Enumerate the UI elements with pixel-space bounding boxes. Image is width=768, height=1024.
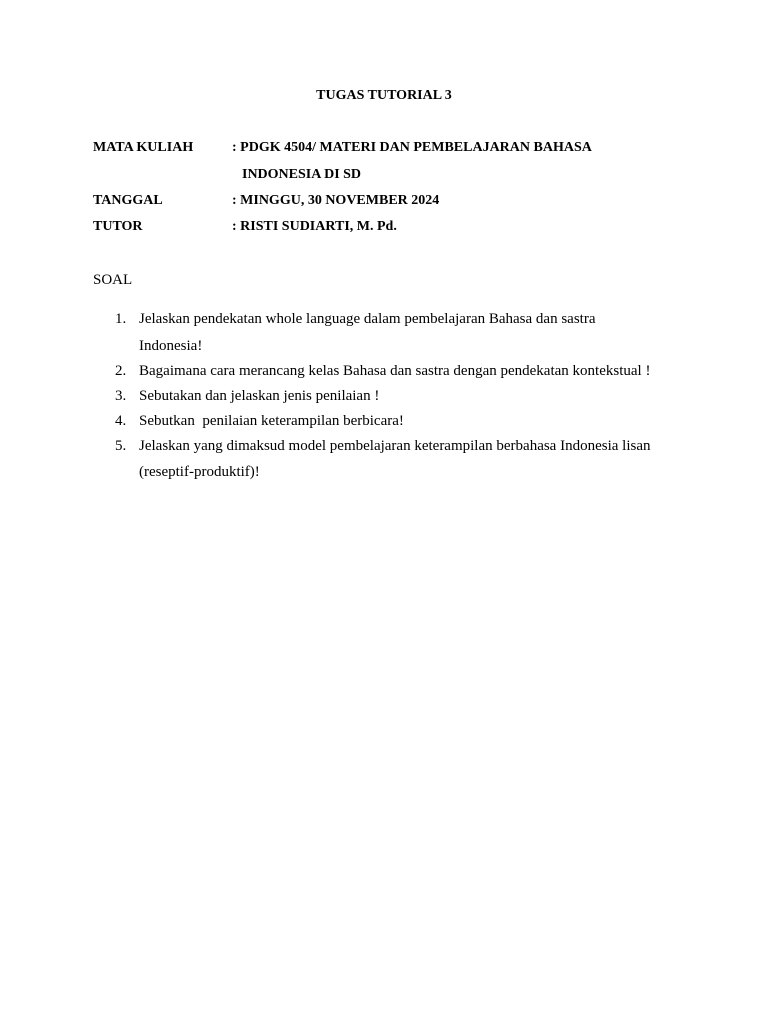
tutor-label: TUTOR	[93, 219, 143, 234]
soal-heading: SOAL	[93, 272, 133, 288]
document-title: TUGAS TUTORIAL 3	[316, 88, 452, 103]
question-text: Bagaimana cara merancang kelas Bahasa dan sastra dengan pendekatan kontekstual !	[139, 362, 651, 379]
tanggal-value: : MINGGU, 30 NOVEMBER 2024	[232, 193, 440, 208]
question-number: 2.	[115, 362, 127, 379]
question-item	[93, 306, 693, 359]
question-text-continued: Indonesia!	[139, 337, 203, 354]
tutor-value: : RISTI SUDIARTI, M. Pd.	[232, 219, 397, 234]
question-item	[93, 383, 693, 410]
question-text: Jelaskan yang dimaksud model pembelajaran keterampilan berbahasa Indonesia lisan	[139, 437, 651, 454]
question-text: Sebutakan dan jelaskan jenis penilaian !	[139, 387, 380, 404]
question-text: Sebutkan penilaian keterampilan berbicara!	[139, 412, 404, 429]
question-number: 3.	[115, 387, 127, 404]
question-item	[93, 433, 693, 486]
mata-kuliah-value: : PDGK 4504/ MATERI DAN PEMBELAJARAN BAHASA	[232, 140, 592, 155]
question-text: Jelaskan pendekatan whole language dalam pembelajaran Bahasa dan sastra	[139, 311, 596, 327]
question-item	[93, 408, 693, 435]
question-list	[93, 306, 693, 484]
question-number: 4.	[115, 412, 127, 429]
tanggal-label: TANGGAL	[93, 193, 163, 208]
question-number: 5.	[115, 437, 127, 454]
question-number: 1.	[115, 311, 127, 327]
mata-kuliah-value-continued: INDONESIA DI SD	[242, 167, 362, 182]
question-text-continued: (reseptif-produktif)!	[139, 464, 260, 480]
question-item	[93, 358, 693, 385]
mata-kuliah-label: MATA KULIAH	[93, 140, 194, 155]
